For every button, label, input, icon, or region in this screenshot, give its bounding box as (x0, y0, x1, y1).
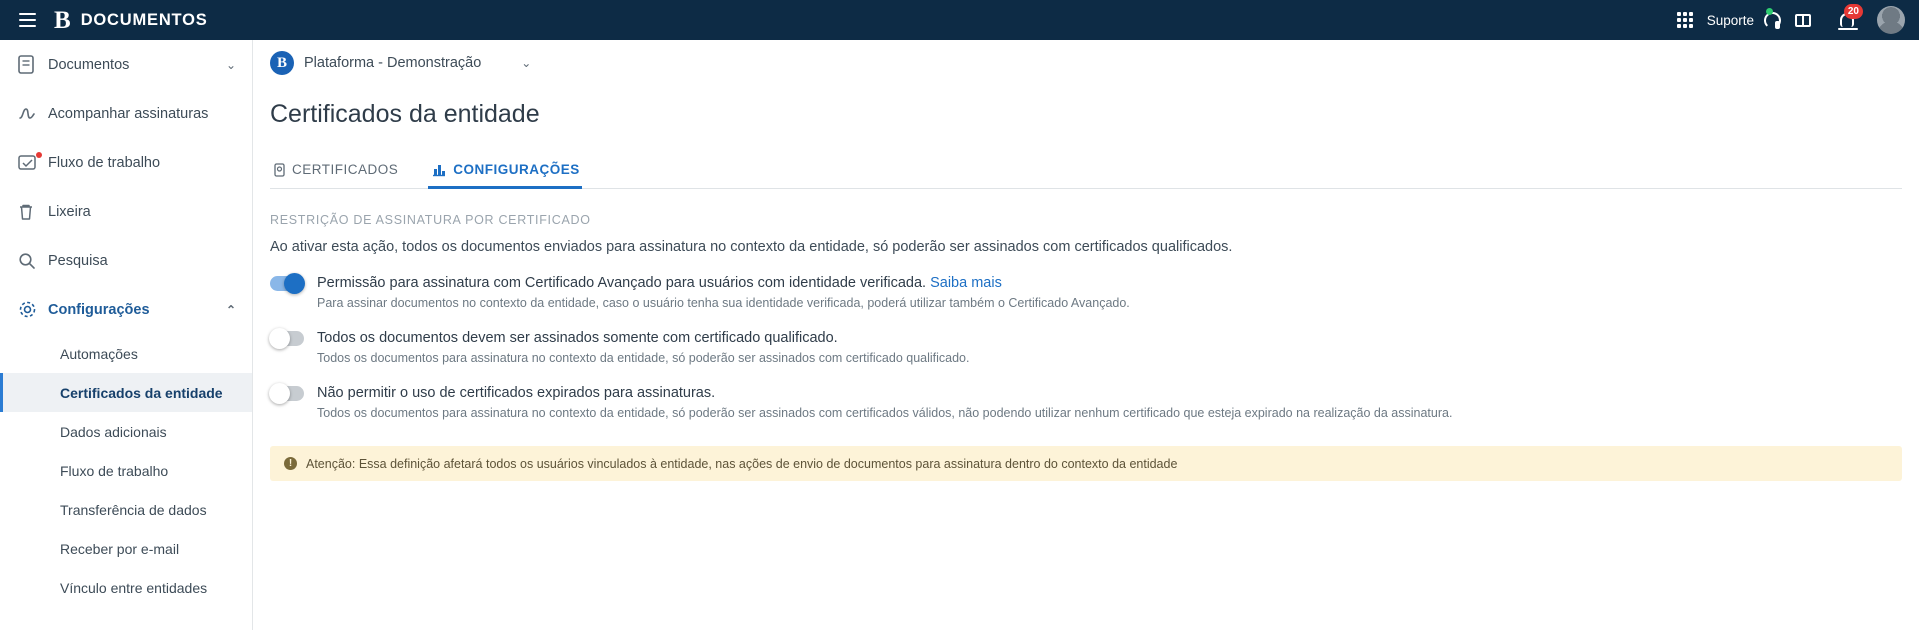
page-title: Certificados da entidade (270, 100, 540, 128)
sidebar-item-label: Pesquisa (48, 252, 108, 269)
avatar[interactable] (1877, 6, 1905, 34)
top-bar (0, 0, 1919, 40)
sidebar-item-pesquisa[interactable] (0, 236, 252, 285)
option-title: Permissão para assinatura com Certificado Avançado para usuários com identidade verificada. (317, 275, 927, 291)
warning-text: Atenção: Essa definição afetará todos os usuários vinculados à entidade, nas ações de envio de documentos para assinatura dentro do contexto da entidade (306, 456, 1178, 471)
sidebar-item-label: Acompanhar assinaturas (48, 105, 209, 122)
tab-bar (270, 147, 1902, 189)
option-title: Não permitir o uso de certificados expirados para assinaturas. (317, 385, 716, 401)
sidebar-subitem-certificados-da-entidade[interactable] (0, 373, 252, 412)
notifications-bell-icon[interactable] (1825, 0, 1869, 40)
chevron-up-icon: ⌃ (225, 302, 236, 317)
gift-icon[interactable] (1781, 0, 1825, 40)
sidebar-subitem-dados-adicionais[interactable] (0, 412, 252, 451)
warning-icon: ! (284, 457, 297, 470)
sidebar-item-configuracoes[interactable] (0, 285, 252, 334)
entity-logo-icon: B (270, 51, 294, 75)
brand (54, 8, 208, 33)
sidebar-subitem-automacoes[interactable] (0, 334, 252, 373)
notification-badge: 20 (1844, 4, 1863, 19)
workflow-icon (18, 154, 48, 172)
sidebar-subitem-transferencia-de-dados[interactable] (0, 490, 252, 529)
certificate-icon (274, 163, 285, 177)
sidebar (0, 40, 253, 630)
toggle-certificado-avancado[interactable] (270, 276, 304, 291)
tab-certificados[interactable] (270, 162, 414, 188)
entity-selector[interactable] (253, 40, 1919, 86)
main-content (253, 40, 1919, 630)
sidebar-subitem-label: Dados adicionais (60, 423, 167, 440)
sidebar-item-lixeira[interactable] (0, 187, 252, 236)
chevron-down-icon: ⌄ (225, 57, 236, 72)
sidebar-item-label: Lixeira (48, 203, 91, 220)
tab-label: CERTIFICADOS (292, 162, 399, 177)
top-bar-actions (1663, 0, 1919, 40)
option-row (253, 255, 1919, 310)
toggle-somente-certificado-qualificado[interactable] (270, 331, 304, 346)
trash-icon (18, 203, 48, 221)
entity-name: Plataforma - Demonstração (304, 55, 482, 71)
sidebar-subitem-label: Receber por e-mail (60, 540, 180, 557)
saiba-mais-link[interactable]: Saiba mais (930, 275, 1002, 291)
sidebar-subitem-label: Certificados da entidade (60, 384, 223, 401)
section-description: Ao ativar esta ação, todos os documentos enviados para assinatura no contexto da entidade, só poderão ser assinados com certificados qualificados. (270, 239, 1233, 255)
option-row (253, 310, 1919, 365)
support-label: Suporte (1706, 12, 1754, 28)
search-icon (18, 252, 48, 270)
sidebar-item-acompanhar-assinaturas[interactable] (0, 89, 252, 138)
sidebar-subitem-label: Automações (60, 345, 138, 362)
sidebar-item-label: Configurações (48, 301, 150, 318)
toggle-nao-permitir-certificados-expirados[interactable] (270, 386, 304, 401)
tab-configuracoes[interactable] (428, 162, 596, 188)
document-icon (18, 55, 48, 74)
brand-logo-icon: B (54, 6, 71, 34)
sidebar-subitem-receber-por-e-mail[interactable] (0, 529, 252, 568)
sidebar-item-fluxo-de-trabalho[interactable] (0, 138, 252, 187)
sidebar-item-label: Fluxo de trabalho (48, 154, 161, 171)
section-label: RESTRIÇÃO DE ASSINATURA POR CERTIFICADO (270, 213, 591, 227)
apps-grid-icon[interactable] (1663, 0, 1707, 40)
sidebar-item-label: Documentos (48, 56, 130, 73)
brand-title: DOCUMENTOS (80, 10, 208, 29)
sidebar-subitem-label: Vínculo entre entidades (60, 579, 208, 596)
chevron-down-icon[interactable]: ⌄ (521, 56, 532, 70)
sidebar-subitem-label: Fluxo de trabalho (60, 462, 169, 479)
option-subtitle: Todos os documentos para assinatura no contexto da entidade, só poderão ser assinados com certificados válidos, não podendo utilizar nenhum certificado que esteja expirado na realização da assinatura. (317, 406, 1453, 420)
option-row (253, 365, 1919, 420)
option-subtitle: Para assinar documentos no contexto da entidade, caso o usuário tenha sua identidade verificada, poderá utilizar também o Certificado Avançado. (317, 296, 1130, 310)
online-status-dot (1766, 8, 1773, 15)
sidebar-subitem-vinculo-entre-entidades[interactable] (0, 568, 252, 607)
warning-banner (270, 446, 1902, 481)
settings-sliders-icon (432, 163, 446, 177)
sidebar-subitem-fluxo-de-trabalho[interactable] (0, 451, 252, 490)
menu-toggle-icon[interactable] (0, 0, 54, 40)
sidebar-subitem-label: Transferência de dados (60, 501, 207, 518)
sidebar-item-documentos[interactable] (0, 40, 252, 89)
workflow-alert-dot (36, 152, 42, 158)
support-button[interactable] (1707, 0, 1781, 40)
option-title: Todos os documentos devem ser assinados somente com certificado qualificado. (317, 330, 838, 346)
option-subtitle: Todos os documentos para assinatura no contexto da entidade, só poderão ser assinados com certificado qualificado. (317, 351, 970, 365)
tab-label: CONFIGURAÇÕES (453, 162, 580, 177)
gear-icon (18, 300, 48, 319)
signature-track-icon (18, 105, 48, 123)
